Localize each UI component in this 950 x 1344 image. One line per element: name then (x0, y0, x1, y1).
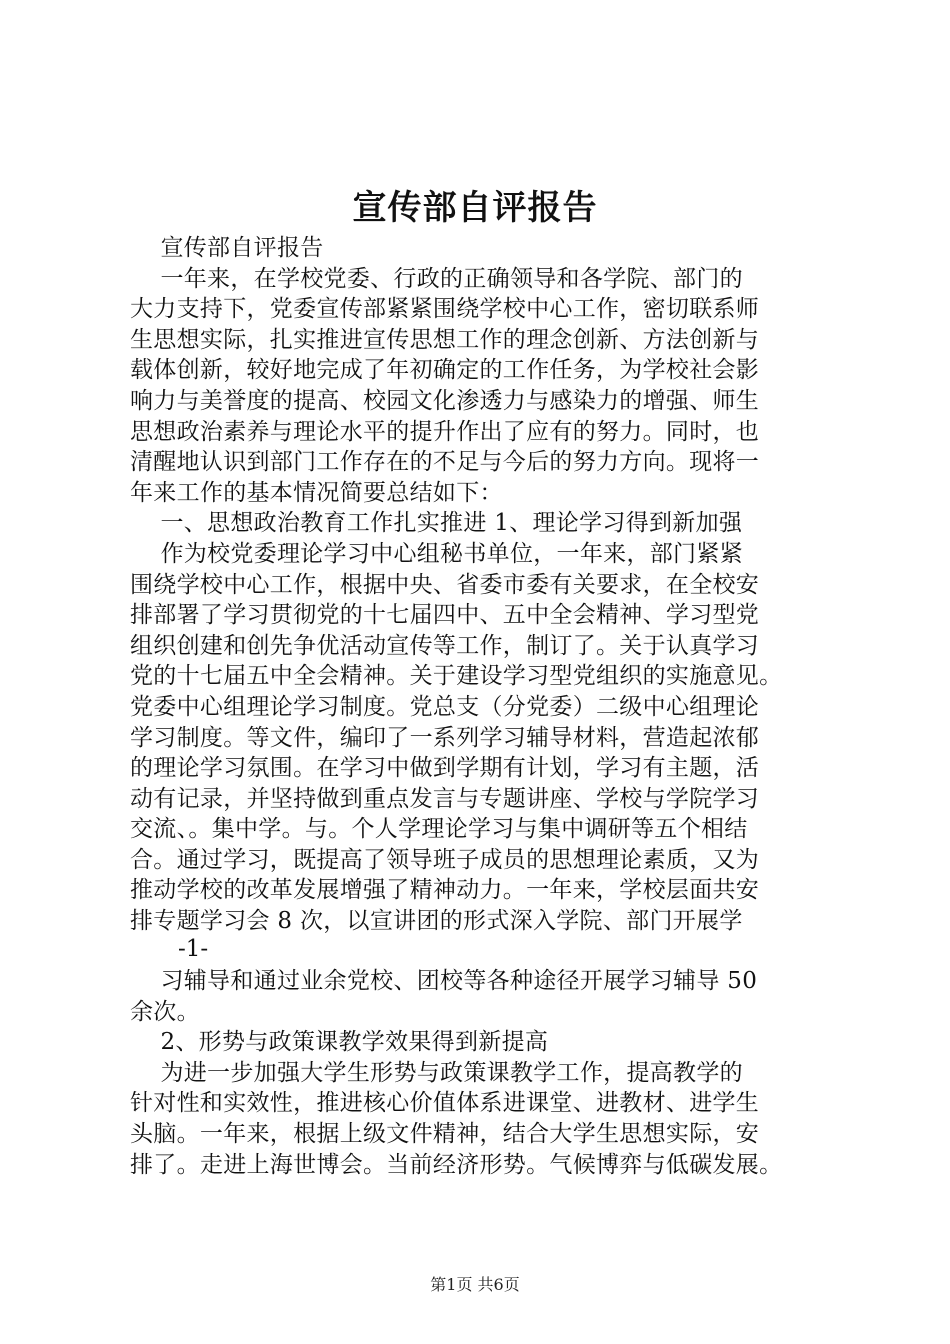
body-text-block-2 (130, 966, 850, 1180)
text-line: 排了。走进上海世博会。当前经济形势。气候博弈与低碳发展。 (130, 1151, 783, 1178)
text-line: 载体创新，较好地完成了年初确定的工作任务，为学校社会影 (130, 357, 760, 384)
text-line: 的理论学习氛围。在学习中做到学期有计划，学习有主题，活 (130, 755, 760, 782)
text-line: 作为校党委理论学习中心组秘书单位，一年来，部门紧紧 (130, 540, 743, 567)
text-line: 2、形势与政策课教学效果得到新提高 (130, 1029, 549, 1056)
text-line: 交流、。集中学。与。个人学理论学习与集中调研等五个相结 (130, 816, 748, 843)
text-line: 余次。 (130, 998, 200, 1025)
page-number: -1- (178, 936, 209, 962)
text-line: 动有记录，并坚持做到重点发言与专题讲座、学校与学院学习 (130, 785, 760, 812)
text-line: 响力与美誉度的提高、校园文化渗透力与感染力的增强、师生 (130, 387, 760, 414)
text-line: 头脑。一年来，根据上级文件精神，结合大学生思想实际，安 (130, 1120, 760, 1147)
page-title: 宣传部自评报告 (352, 188, 598, 228)
text-line: 组织创建和创先争优活动宣传等工作，制订了。关于认真学习 (130, 632, 760, 659)
text-line: 排部署了学习贯彻党的十七届四中、五中全会精神、学习型党 (130, 602, 760, 629)
text-line: 宣传部自评报告 (130, 235, 324, 261)
text-line: 大力支持下，党委宣传部紧紧围绕学校中心工作，密切联系师 (130, 296, 760, 323)
text-line: 习辅导和通过业余党校、团校等各种途径开展学习辅导 50 (130, 968, 758, 994)
text-line: 党的十七届五中全会精神。关于建设学习型党组织的实施意见。 (130, 663, 783, 690)
text-line: 推动学校的改革发展增强了精神动力。一年来，学校层面共安 (130, 877, 760, 904)
text-line: 针对性和实效性，推进核心价值体系进课堂、进教材、进学生 (130, 1090, 760, 1117)
text-line: 一、思想政治教育工作扎实推进 1、理论学习得到新加强 (130, 510, 743, 537)
text-line: 清醒地认识到部门工作存在的不足与今后的努力方向。现将一 (130, 449, 760, 476)
text-line: 学习制度。等文件，编印了一系列学习辅导材料，营造起浓郁 (130, 724, 760, 751)
text-line: 年来工作的基本情况简要总结如下： (130, 479, 503, 506)
text-line: 党委中心组理论学习制度。党总支（分党委）二级中心组理论 (130, 693, 760, 720)
text-line: 合。通过学习，既提高了领导班子成员的思想理论素质，又为 (130, 846, 760, 873)
text-line: 生思想实际，扎实推进宣传思想工作的理念创新、方法创新与 (130, 326, 760, 353)
page-footer: 第1页 共6页 (430, 1275, 520, 1294)
text-line: 思想政治素养与理论水平的提升作出了应有的努力。同时，也 (130, 418, 760, 445)
text-line: 一年来，在学校党委、行政的正确领导和各学院、部门的 (130, 265, 743, 292)
body-text-block-1 (130, 233, 850, 937)
text-line: 排专题学习会 8 次，以宣讲团的形式深入学院、部门开展学 (130, 908, 743, 935)
text-line: 为进一步加强大学生形势与政策课教学工作，提高教学的 (130, 1059, 743, 1086)
text-line: 围绕学校中心工作，根据中央、省委市委有关要求，在全校安 (130, 571, 760, 598)
